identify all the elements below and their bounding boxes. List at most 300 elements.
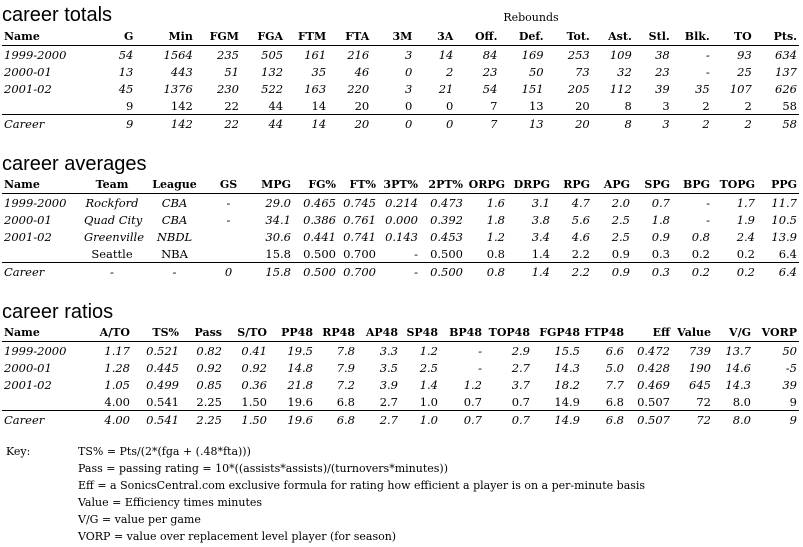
key-line-ts: TS% = Pts/(2*(fga + (.48*fta))) [78, 445, 251, 458]
averages-title: career averages [2, 153, 147, 175]
table-cell: 35 [695, 81, 710, 96]
table-cell: 3.5 [379, 360, 398, 375]
table-row [2, 63, 799, 80]
table-cell: 0.2 [736, 246, 755, 261]
column-header: RP48 [315, 324, 357, 342]
table-cell: 0.541 [132, 411, 181, 429]
column-header: 3A [414, 28, 455, 46]
table-cell: 2.4 [736, 229, 755, 244]
table-cell: 2.7 [511, 360, 530, 375]
table-cell: 0.143 [385, 229, 418, 244]
table-cell: 3 [404, 47, 413, 62]
table-row [2, 228, 799, 245]
table-cell: 2.5 [611, 229, 630, 244]
table-cell: 0.745 [343, 195, 376, 210]
table-cell: 645 [689, 377, 711, 392]
table-cell: -5 [785, 360, 797, 375]
table-cell: 4.00 [82, 411, 132, 429]
table-cell: 2001-02 [4, 229, 52, 244]
table-cell: 1.50 [224, 411, 269, 429]
key-line-vg: V/G = value per game [78, 513, 201, 526]
table-cell: 1.8 [651, 212, 670, 227]
table-cell: 50 [782, 343, 797, 358]
column-header: FT% [338, 176, 378, 194]
column-header: Value [672, 324, 713, 342]
table-cell: 6.8 [605, 394, 624, 409]
table-cell: 22 [195, 115, 241, 133]
table-row [2, 393, 799, 411]
table-cell: 112 [609, 81, 632, 96]
table-cell: 2 [712, 115, 754, 133]
column-header: Ast. [592, 28, 634, 46]
table-cell: 0.472 [637, 343, 670, 358]
table-cell: 23 [482, 64, 498, 79]
table-cell: 142 [135, 115, 194, 133]
table-cell: 1.0 [400, 411, 440, 429]
table-cell: CBA [161, 195, 188, 210]
table-cell: 32 [617, 64, 632, 79]
table-cell: 58 [754, 115, 799, 133]
table-cell: Career [2, 115, 86, 133]
table-cell: 51 [224, 64, 239, 79]
table-cell: 0.441 [303, 229, 336, 244]
table-cell: 0.41 [241, 343, 267, 358]
key-line-eff: Eff = a SonicsCentral.com exclusive formula for rating how efficient a player is on a per-minute basis [78, 479, 646, 492]
table-cell: 0.3 [651, 246, 670, 261]
table-cell: 0.8 [486, 246, 505, 261]
table-cell: 1.50 [241, 394, 267, 409]
table-cell: 107 [729, 81, 752, 96]
table-row [2, 245, 799, 263]
table-cell: 14.9 [554, 394, 580, 409]
table-cell: 0.9 [651, 229, 670, 244]
table-cell: 18.2 [554, 377, 580, 392]
table-cell: Seattle [91, 246, 133, 261]
key-line-value: Value = Efficiency times minutes [78, 496, 263, 509]
table-cell: 72 [696, 394, 711, 409]
table-cell: 20 [546, 115, 592, 133]
header-row [2, 28, 799, 46]
table-cell: 3.3 [379, 343, 398, 358]
table-cell: 109 [609, 47, 632, 62]
career-averages-table [2, 176, 799, 280]
table-cell: - [414, 246, 418, 261]
column-header: FTM [285, 28, 328, 46]
rebounds-group-header: Rebounds [503, 11, 559, 24]
table-cell: 4.00 [104, 394, 130, 409]
table-cell: 2000-01 [4, 64, 52, 79]
table-cell: - [378, 263, 420, 281]
table-cell: NBDL [156, 229, 193, 244]
column-header: Name [2, 28, 86, 46]
table-cell: 6.8 [336, 394, 355, 409]
table-cell: NBA [161, 246, 188, 261]
column-header: DRPG [507, 176, 552, 194]
column-header: TOP48 [484, 324, 532, 342]
header-row [2, 176, 799, 194]
table-cell: 2.5 [419, 360, 438, 375]
table-row [2, 80, 799, 97]
table-cell: 0.473 [430, 195, 463, 210]
table-cell: 0.453 [430, 229, 463, 244]
table-cell: - [705, 64, 710, 79]
table-cell: 0.214 [385, 195, 418, 210]
table-cell: 44 [241, 115, 285, 133]
table-cell: 0.507 [626, 411, 672, 429]
table-cell: 0.465 [303, 195, 336, 210]
column-header: Def. [499, 28, 545, 46]
table-cell: 163 [304, 81, 327, 96]
table-cell: 0.392 [430, 212, 463, 227]
table-cell: 7 [455, 115, 499, 133]
table-cell: 230 [217, 81, 239, 96]
table-cell: 0.82 [196, 343, 222, 358]
table-cell: Rockford [85, 195, 139, 210]
column-header: FGA [241, 28, 285, 46]
table-cell: 3.4 [531, 229, 550, 244]
table-cell: 0.36 [241, 377, 267, 392]
column-header: APG [592, 176, 632, 194]
table-cell: 0.700 [338, 263, 378, 281]
table-cell: 2000-01 [4, 212, 52, 227]
table-cell: 3.7 [511, 377, 530, 392]
table-cell: - [706, 212, 710, 227]
column-header: Eff [626, 324, 672, 342]
table-cell: 137 [775, 64, 797, 79]
table-cell: 20 [354, 98, 370, 113]
table-cell: 2001-02 [4, 81, 52, 96]
table-cell: 3 [404, 81, 413, 96]
table-cell: 0.521 [146, 343, 179, 358]
column-header: FGM [195, 28, 241, 46]
table-cell: 72 [672, 411, 713, 429]
table-cell: 9 [126, 98, 134, 113]
table-cell: 0.8 [465, 263, 507, 281]
key-label: Key: [6, 445, 31, 458]
table-cell: 0.500 [430, 246, 463, 261]
table-cell: 216 [347, 47, 370, 62]
table-cell: 19.6 [287, 394, 313, 409]
career-row [2, 411, 799, 429]
table-cell: 739 [689, 343, 711, 358]
ratios-title: career ratios [2, 301, 114, 323]
career-ratios-table [2, 324, 799, 428]
column-header: Min [135, 28, 194, 46]
table-cell: 2 [702, 98, 710, 113]
table-cell: 1376 [163, 81, 193, 96]
table-cell: 2.7 [357, 411, 400, 429]
table-cell: 0.469 [637, 377, 670, 392]
table-cell: 7.9 [336, 360, 355, 375]
table-cell: 0.445 [146, 360, 179, 375]
table-cell: 8 [624, 98, 632, 113]
table-cell: 0.92 [241, 360, 267, 375]
table-cell: 1.17 [104, 343, 130, 358]
table-cell: 522 [261, 81, 284, 96]
table-cell: 1999-2000 [4, 343, 67, 358]
column-header: Name [2, 176, 82, 194]
table-cell: 8 [592, 115, 634, 133]
column-header: FG% [293, 176, 338, 194]
table-cell: 0.7 [651, 195, 670, 210]
table-cell: 0.92 [196, 360, 222, 375]
table-cell: 20 [575, 98, 590, 113]
table-cell: 0.428 [637, 360, 670, 375]
table-cell: 0.2 [672, 263, 712, 281]
table-cell: 45 [118, 81, 134, 96]
table-cell: 58 [782, 98, 797, 113]
table-cell: 73 [575, 64, 590, 79]
table-row [2, 46, 799, 64]
table-cell: 2.5 [611, 212, 630, 227]
table-cell: 46 [354, 64, 370, 79]
table-cell: 6.4 [757, 263, 799, 281]
table-row [2, 359, 799, 376]
table-cell: 7.7 [605, 377, 624, 392]
table-cell: 2001-02 [4, 377, 52, 392]
table-cell: 13 [118, 64, 134, 79]
key-line-pass: Pass = passing rating = 10*((assists*assists)/(turnovers*minutes)) [78, 462, 448, 475]
table-row [2, 194, 799, 212]
table-cell: 54 [482, 81, 498, 96]
table-cell [2, 393, 82, 411]
table-cell: 1564 [163, 47, 193, 62]
column-header: S/TO [224, 324, 269, 342]
table-cell: 11.7 [771, 195, 797, 210]
table-cell: - [478, 360, 482, 375]
table-cell: 25 [737, 64, 752, 79]
table-cell: 1.6 [486, 195, 505, 210]
table-cell: 0.3 [632, 263, 672, 281]
column-header: Pass [181, 324, 224, 342]
table-cell: 0.500 [293, 263, 338, 281]
column-header: Team [82, 176, 142, 194]
table-cell: 54 [118, 47, 134, 62]
table-cell [2, 245, 82, 263]
column-header: SPG [632, 176, 672, 194]
table-cell: 190 [689, 360, 711, 375]
table-cell: 0 [414, 115, 455, 133]
table-cell: 39 [655, 81, 670, 96]
table-cell: 3.8 [531, 212, 550, 227]
table-cell [207, 245, 250, 263]
table-cell: 0.7 [511, 394, 530, 409]
table-cell: 1.4 [531, 246, 550, 261]
table-cell: 2.2 [552, 263, 592, 281]
column-header: TOPG [712, 176, 757, 194]
table-cell: 0.9 [592, 263, 632, 281]
table-cell: 9 [789, 394, 797, 409]
table-cell: 634 [775, 47, 797, 62]
table-cell: 20 [328, 115, 371, 133]
table-cell: 8.0 [732, 394, 751, 409]
column-header: BPG [672, 176, 712, 194]
table-cell: 5.0 [605, 360, 624, 375]
table-cell: 84 [482, 47, 498, 62]
career-totals-table [2, 28, 799, 132]
column-header: VORP [753, 324, 799, 342]
table-cell: 4.6 [571, 229, 590, 244]
table-cell: 38 [655, 47, 670, 62]
table-cell: 2 [446, 64, 454, 79]
table-cell: 14 [438, 47, 454, 62]
table-cell: 34.1 [265, 212, 291, 227]
table-row [2, 97, 799, 115]
table-cell: 7 [490, 98, 498, 113]
table-cell: 5.6 [571, 212, 590, 227]
table-cell: 0.386 [303, 212, 336, 227]
table-cell: 14.6 [725, 360, 751, 375]
table-cell: 0.8 [691, 229, 710, 244]
table-cell: 19.6 [269, 411, 315, 429]
column-header: 3M [371, 28, 414, 46]
table-cell: 44 [268, 98, 284, 113]
table-cell: 1.05 [104, 377, 130, 392]
table-cell: 6.6 [605, 343, 624, 358]
table-cell: 220 [347, 81, 370, 96]
table-cell: 235 [217, 47, 239, 62]
column-header: Name [2, 324, 82, 342]
table-cell: 0 [446, 98, 454, 113]
table-row [2, 376, 799, 393]
table-cell: 14.3 [725, 377, 751, 392]
table-cell: 13.9 [771, 229, 797, 244]
column-header: 2PT% [420, 176, 465, 194]
table-cell: 2.2 [571, 246, 590, 261]
table-cell: 1.28 [104, 360, 130, 375]
table-cell: CBA [161, 212, 188, 227]
table-cell: 1.0 [419, 394, 438, 409]
table-cell: 0.7 [463, 394, 482, 409]
table-cell: 9 [86, 115, 135, 133]
table-cell: 39 [782, 377, 797, 392]
table-cell: 21 [438, 81, 454, 96]
table-cell: Greenville [84, 229, 145, 244]
table-cell: 0 [207, 263, 250, 281]
table-cell: 0 [404, 98, 413, 113]
table-cell: 0 [371, 115, 414, 133]
column-header: ORPG [465, 176, 507, 194]
table-cell: 3 [662, 98, 670, 113]
table-cell [207, 228, 250, 245]
table-cell: 169 [521, 47, 544, 62]
table-cell: 0.761 [343, 212, 376, 227]
table-cell: 2.0 [611, 195, 630, 210]
key-line-vorp: VORP = value over replacement level player (for season) [78, 530, 397, 543]
table-cell: 0.000 [385, 212, 418, 227]
career-row [2, 115, 799, 133]
table-cell: 1.2 [486, 229, 505, 244]
column-header: TO [712, 28, 754, 46]
table-cell: 626 [775, 81, 797, 96]
table-cell: 253 [567, 47, 590, 62]
table-cell: 0.9 [611, 246, 630, 261]
column-header: 3PT% [378, 176, 420, 194]
table-cell: 0.541 [146, 394, 179, 409]
column-header: FTP48 [582, 324, 626, 342]
table-cell: 13 [499, 115, 545, 133]
table-cell: 1999-2000 [4, 195, 67, 210]
table-cell: 1.7 [736, 195, 755, 210]
table-cell: 21.8 [287, 377, 313, 392]
table-cell: 0.741 [343, 229, 376, 244]
table-cell: 0.507 [637, 394, 670, 409]
table-cell: - [706, 195, 710, 210]
table-cell: 1.4 [419, 377, 438, 392]
table-row [2, 211, 799, 228]
table-cell: 4.7 [571, 195, 590, 210]
table-cell: 0.499 [146, 377, 179, 392]
table-cell: - [226, 212, 231, 227]
table-cell: 0.7 [440, 411, 484, 429]
column-header: SP48 [400, 324, 440, 342]
table-cell: 29.0 [265, 195, 291, 210]
table-cell: - [705, 47, 710, 62]
column-header: G [86, 28, 135, 46]
table-cell: 1.9 [736, 212, 755, 227]
table-cell: 205 [567, 81, 590, 96]
table-cell: 14.9 [532, 411, 582, 429]
table-cell: Quad City [84, 212, 143, 227]
table-cell: 6.4 [778, 246, 797, 261]
table-cell: 161 [304, 47, 327, 62]
table-cell: - [142, 263, 207, 281]
column-header: PPG [757, 176, 799, 194]
table-cell: 8.0 [713, 411, 753, 429]
table-row [2, 342, 799, 360]
table-cell: 14 [285, 115, 328, 133]
table-cell: 7.2 [336, 377, 355, 392]
table-cell: 6.8 [315, 411, 357, 429]
table-cell: 1999-2000 [4, 47, 67, 62]
table-cell: 2000-01 [4, 360, 52, 375]
column-header: V/G [713, 324, 753, 342]
table-cell: 2 [672, 115, 712, 133]
table-cell: - [82, 263, 142, 281]
column-header: BP48 [440, 324, 484, 342]
table-cell: 13.7 [725, 343, 751, 358]
career-row [2, 263, 799, 281]
table-cell: 22 [224, 98, 239, 113]
table-cell: - [226, 195, 231, 210]
table-cell: 19.5 [287, 343, 313, 358]
table-cell: 0.2 [712, 263, 757, 281]
table-cell: 151 [521, 81, 544, 96]
table-cell: 35 [311, 64, 327, 79]
table-cell: 3.9 [379, 377, 398, 392]
table-cell: 50 [528, 64, 544, 79]
table-cell: 0.500 [420, 263, 465, 281]
table-cell: 10.5 [771, 212, 797, 227]
table-cell: 0 [404, 64, 413, 79]
table-cell: 443 [170, 64, 193, 79]
column-header: RPG [552, 176, 592, 194]
table-cell: - [478, 343, 482, 358]
column-header: GS [207, 176, 250, 194]
table-cell: 1.2 [419, 343, 438, 358]
table-cell: 1.2 [463, 377, 482, 392]
column-header: FTA [328, 28, 371, 46]
table-cell: 3 [634, 115, 672, 133]
table-cell: 0.500 [303, 246, 336, 261]
column-header: MPG [250, 176, 293, 194]
table-cell: 2.9 [511, 343, 530, 358]
table-cell: 132 [261, 64, 284, 79]
header-row [2, 324, 799, 342]
table-cell: Career [2, 411, 82, 429]
table-cell: 0.700 [343, 246, 376, 261]
column-header: Stl. [634, 28, 672, 46]
